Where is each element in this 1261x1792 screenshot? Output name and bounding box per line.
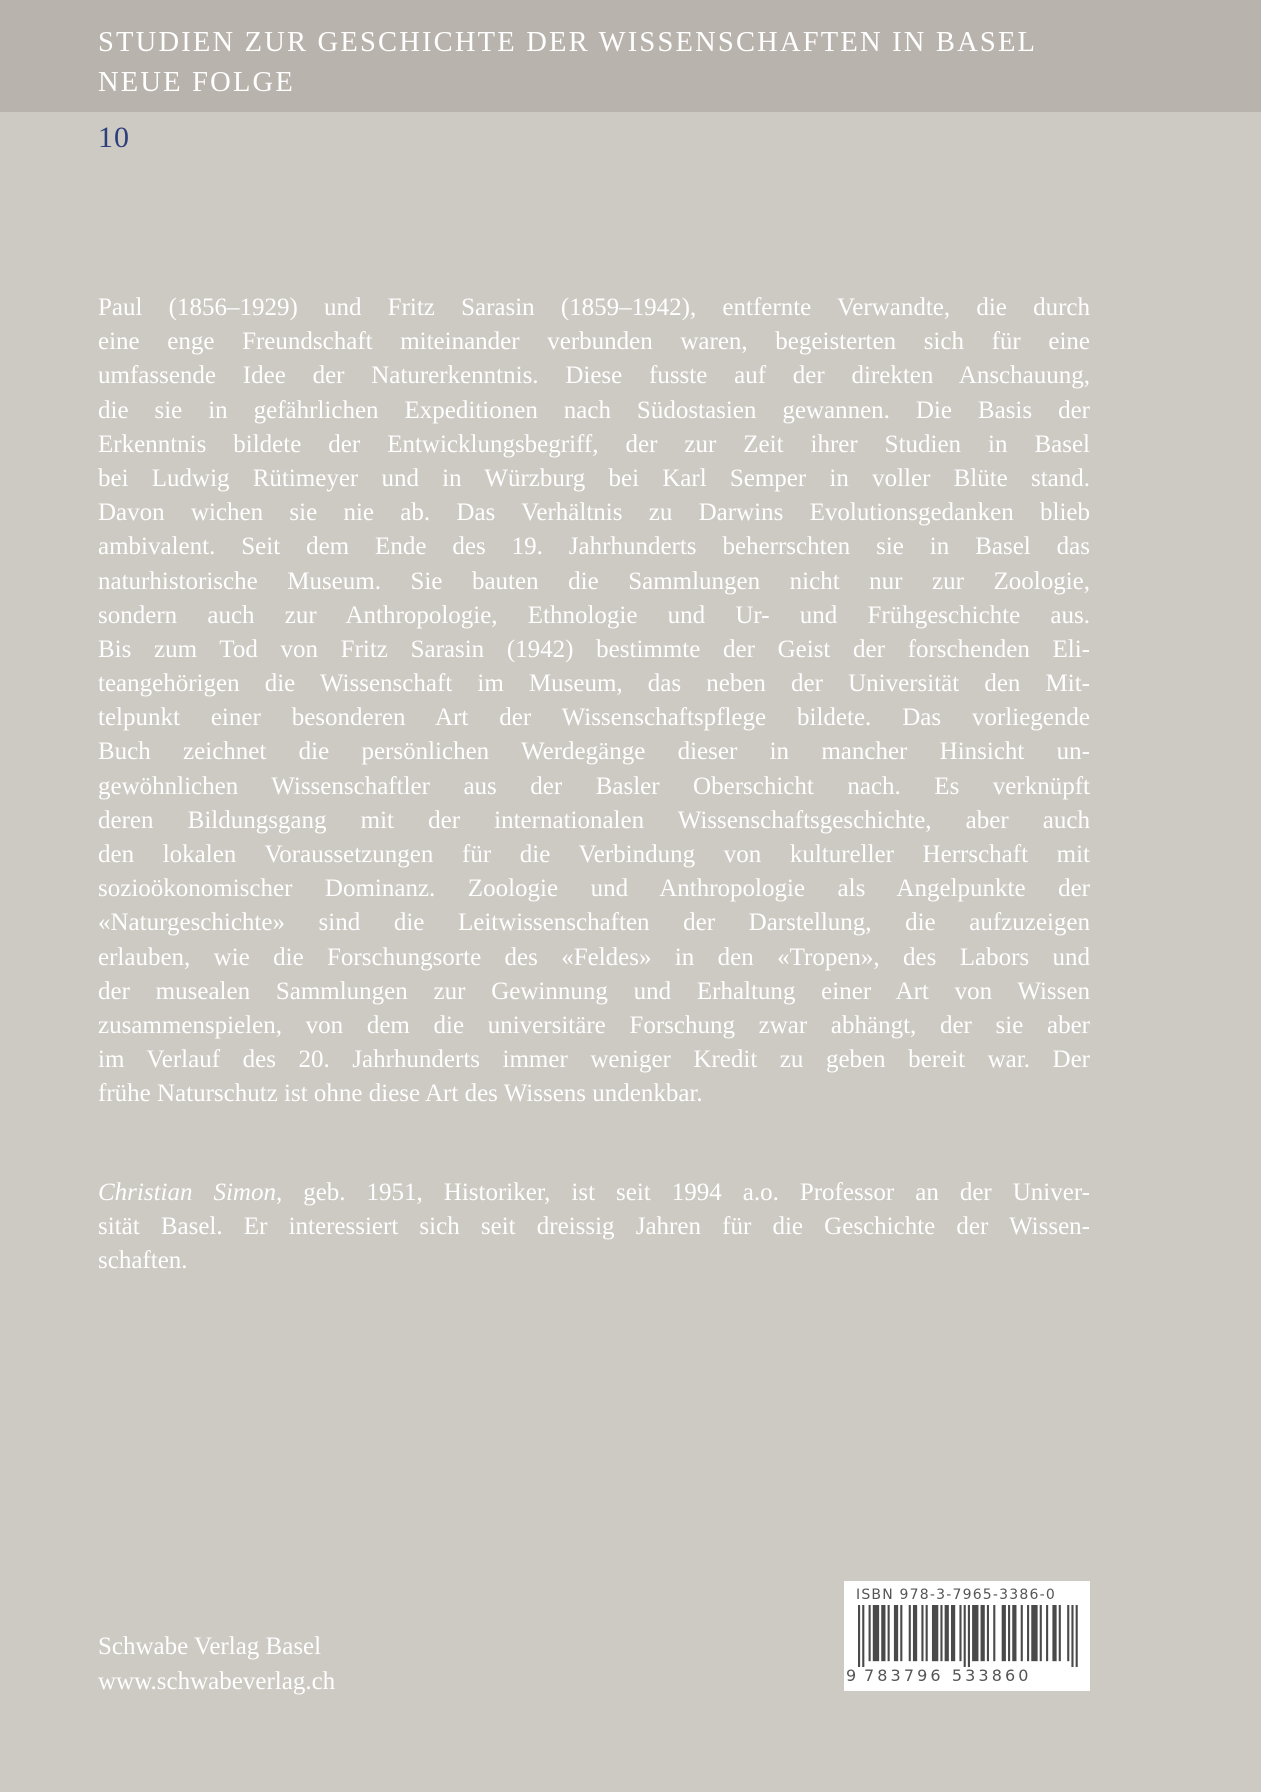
author-bio-line: sität Basel. Er interessiert sich seit dreissig Jahren für die Geschichte der Wissen-	[98, 1213, 1090, 1241]
barcode-bar	[913, 1605, 917, 1661]
blurb-line: teangehörigen die Wissenschaft im Museum, das neben der Universität den Mit-	[98, 670, 1090, 698]
barcode-bar	[926, 1605, 928, 1661]
blurb-line: sozioökonomischer Dominanz. Zoologie und Anthropologie als Angelpunkte der	[98, 875, 1090, 903]
blurb-line: im Verlauf des 20. Jahrhunderts immer weniger Kredit zu geben bereit war. Der	[98, 1046, 1090, 1074]
ean-first-digit: 9	[846, 1666, 857, 1685]
author-bio-line	[98, 1176, 1090, 1210]
barcode-bar	[968, 1605, 970, 1667]
barcode-bar	[981, 1605, 985, 1661]
barcode-bar	[1002, 1605, 1006, 1661]
author-bio	[98, 1176, 1090, 1279]
barcode-bar	[932, 1605, 938, 1661]
blurb-line: den lokalen Voraussetzungen für die Verbindung von kultureller Herrschaft mit	[98, 841, 1090, 868]
barcode-bar	[1031, 1605, 1037, 1661]
barcode-bar	[987, 1605, 989, 1661]
author-bio-line: schaften.	[98, 1247, 188, 1275]
series-subtitle: NEUE FOLGE	[98, 67, 295, 98]
barcode-bar	[1059, 1605, 1061, 1661]
publisher-info	[98, 1629, 335, 1699]
barcode-bar	[972, 1605, 978, 1661]
ean-digits: 783796 533860	[864, 1666, 1032, 1685]
barcode-bar	[1012, 1605, 1016, 1661]
barcode-bar	[1027, 1605, 1029, 1661]
barcode-bar	[909, 1605, 911, 1661]
barcode-bar	[869, 1605, 871, 1661]
isbn-barcode	[844, 1581, 1090, 1691]
blurb-line: frühe Naturschutz ist ohne diese Art des Wissens undenkbar.	[98, 1080, 703, 1108]
barcode-bar	[993, 1605, 995, 1661]
book-blurb	[98, 291, 1090, 1112]
barcode-bar	[945, 1605, 949, 1661]
barcode-bar	[964, 1605, 966, 1667]
barcode-bar	[951, 1605, 955, 1661]
barcode-bar	[1052, 1605, 1056, 1661]
publisher-name: Schwabe Verlag Basel	[98, 1633, 322, 1660]
blurb-line: Paul (1856–1929) und Fritz Sarasin (1859–1942), entfernte Verwandte, die durch	[98, 294, 1090, 321]
series-header-band	[0, 0, 1261, 112]
blurb-line: erlauben, wie die Forschungsorte des «Feldes» in den «Tropen», des Labors und	[98, 943, 1090, 971]
barcode-bar	[1076, 1605, 1078, 1667]
blurb-line: gewöhnlichen Wissenschaftler aus der Basler Oberschicht nach. Es verknüpft	[98, 772, 1090, 800]
author-bio-text: , geb. 1951, Historiker, ist seit 1994 a.o. Professor an der Univer-	[275, 1179, 1090, 1206]
blurb-line: Buch zeichnet die persönlichen Werdegänge dieser in mancher Hinsicht un-	[98, 738, 1090, 766]
barcode-bar	[940, 1605, 942, 1661]
barcode-bar	[1046, 1605, 1048, 1661]
blurb-line: telpunkt einer besonderen Art der Wissenschaftspflege bildete. Das vorliegende	[98, 704, 1090, 732]
blurb-line: Erkenntnis bildete der Entwicklungsbegriff, der zur Zeit ihrer Studien in Basel	[98, 430, 1090, 458]
blurb-line: zusammenspielen, von dem die universitäre Forschung zwar abhängt, der sie aber	[98, 1011, 1090, 1039]
barcode-bar	[862, 1605, 864, 1667]
blurb-line: umfassende Idee der Naturerkenntnis. Diese fusste auf der direkten Anschauung,	[98, 362, 1090, 390]
barcode-bar	[900, 1605, 902, 1661]
isbn-label: ISBN 978-3-7965-3386-0	[856, 1587, 1056, 1603]
blurb-line: der musealen Sammlungen zur Gewinnung und Erhaltung einer Art von Wissen	[98, 977, 1090, 1005]
blurb-line: bei Ludwig Rütimeyer und in Würzburg bei Karl Semper in voller Blüte stand.	[98, 464, 1090, 492]
barcode-bar	[1071, 1605, 1073, 1667]
series-title: STUDIEN ZUR GESCHICHTE DER WISSENSCHAFTEN IN BASEL	[98, 27, 1038, 58]
blurb-line: ambivalent. Seit dem Ende des 19. Jahrhunderts beherrschten sie in Basel das	[98, 533, 1090, 561]
barcode-bar	[888, 1605, 890, 1661]
barcode-bar	[894, 1605, 898, 1661]
barcode-bar	[1008, 1605, 1010, 1661]
barcode-bar	[959, 1605, 961, 1661]
barcode-bar	[881, 1605, 885, 1661]
barcode-bar	[873, 1605, 879, 1661]
barcode-bars	[858, 1605, 1078, 1667]
blurb-line: die sie in gefährlichen Expeditionen nach Südostasien gewannen. Die Basis der	[98, 396, 1090, 424]
barcode-bar	[858, 1605, 860, 1667]
blurb-line: Davon wichen sie nie ab. Das Verhältnis zu Darwins Evolutionsgedanken blieb	[98, 499, 1090, 527]
barcode-bar	[1067, 1605, 1069, 1661]
blurb-line: deren Bildungsgang mit der internationalen Wissenschaftsgeschichte, aber auch	[98, 806, 1090, 834]
author-name: Christian Simon	[98, 1179, 276, 1206]
barcode-bar	[1021, 1605, 1023, 1661]
blurb-line: eine enge Freundschaft miteinander verbunden waren, begeisterten sich für eine	[98, 328, 1090, 356]
barcode-bar	[921, 1605, 923, 1661]
publisher-website: www.schwabeverlag.ch	[98, 1668, 336, 1695]
barcode-bar	[1040, 1605, 1042, 1661]
blurb-line: naturhistorische Museum. Sie bauten die Sammlungen nicht nur zur Zoologie,	[98, 567, 1090, 595]
blurb-line: «Naturgeschichte» sind die Leitwissenschaften der Darstellung, die aufzuzeigen	[98, 909, 1090, 937]
volume-number: 10	[98, 121, 130, 154]
blurb-line: sondern auch zur Anthropologie, Ethnologie und Ur- und Frühgeschichte aus.	[98, 601, 1090, 629]
blurb-line: Bis zum Tod von Fritz Sarasin (1942) bestimmte der Geist der forschenden Eli-	[98, 635, 1090, 663]
